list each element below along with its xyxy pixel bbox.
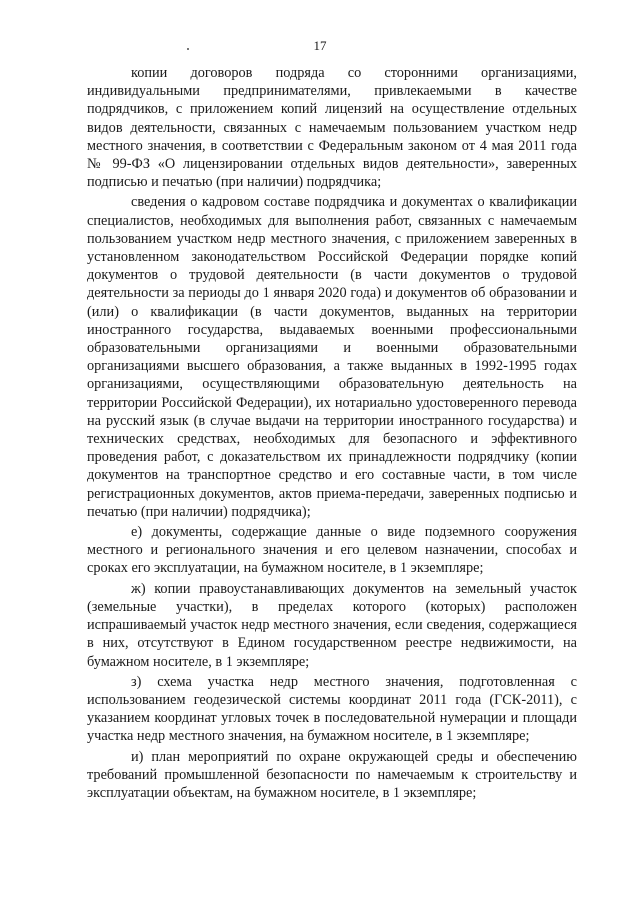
page-number: 17 [313,38,327,53]
paragraph-staff-info: сведения о кадровом составе подрядчика и документах о квалификации специалистов, необходимых для выполнения работ, связанных с намечаемым пользованием участком недр местного значения, с приложением заверенных в установленном законодательством Российской Федерации порядке копий документов о трудовой деятельности (в части документов о трудовой деятельности за периоды до 1 января 2020 года) и документов об образовании и (или) о квалификации (в части документов, выданных на территории иностранного государства, выдаваемых военными профессиональными образовательными организациями и военными образовательными организациями высшего образования, а также выданных в 1992-1995 годах организациями, осуществляющими образовательную деятельность на территории Российской Федерации), их нотариально удостоверенного перевода на русский язык (в случае выдачи на территории иностранного государства) и технических средствах, необходимых для безопасного и эффективного проведения работ, с доказательством их принадлежности подрядчику (копии документов на транспортное средство и его составные части, в том числе регистрационных документов, актов приема-передачи, заверенных подписью и печатью (при наличии) подрядчика); [87,194,577,520]
paragraph-contracts: копии договоров подряда со сторонними организациями, индивидуальными предпринимателями, привлекаемыми в качестве подрядчиков, с приложением копий лицензий на осуществление отдельных видов деятельности, связанных с намечаемым пользованием участком недр местного значения, в соответствии с Федеральным законом от 4 мая 2011 года № 99-ФЗ «О лицензировании отдельных видов деятельности», заверенных подписью и печатью (при наличии) подрядчика; [87,65,577,191]
document-body [87,64,577,802]
paragraph-zh-land-docs: ж) копии правоустанавливающих документов на земельный участок (земельные участки), в пределах которого (которых) расположен испрашиваемый участок недр местного значения, если сведения, содержащиеся в них, отсутствуют в Едином государственном реестре недвижимости, на бумажном носителе, в 1 экземпляре; [87,580,577,670]
scan-artifact-dot [187,48,189,50]
paragraph-i-environment-plan: и) план мероприятий по охране окружающей среды и обеспечению требований промышленной безопасности по намечаемым к строительству и эксплуатации объектам, на бумажном носителе, в 1 экземпляре; [87,748,577,801]
paragraph-e-structure-docs: е) документы, содержащие данные о виде подземного сооружения местного и регионального значения и его целевом назначении, способах и сроках его эксплуатации, на бумажном носителе, в 1 экземпляре; [87,524,577,577]
paragraph-z-site-scheme: з) схема участка недр местного значения, подготовленная с использованием геодезической системы координат 2011 года (ГСК-2011), с указанием координат угловых точек в последовательной нумерации и площади участка недр местного значения, на бумажном носителе, в 1 экземпляре; [87,673,577,745]
